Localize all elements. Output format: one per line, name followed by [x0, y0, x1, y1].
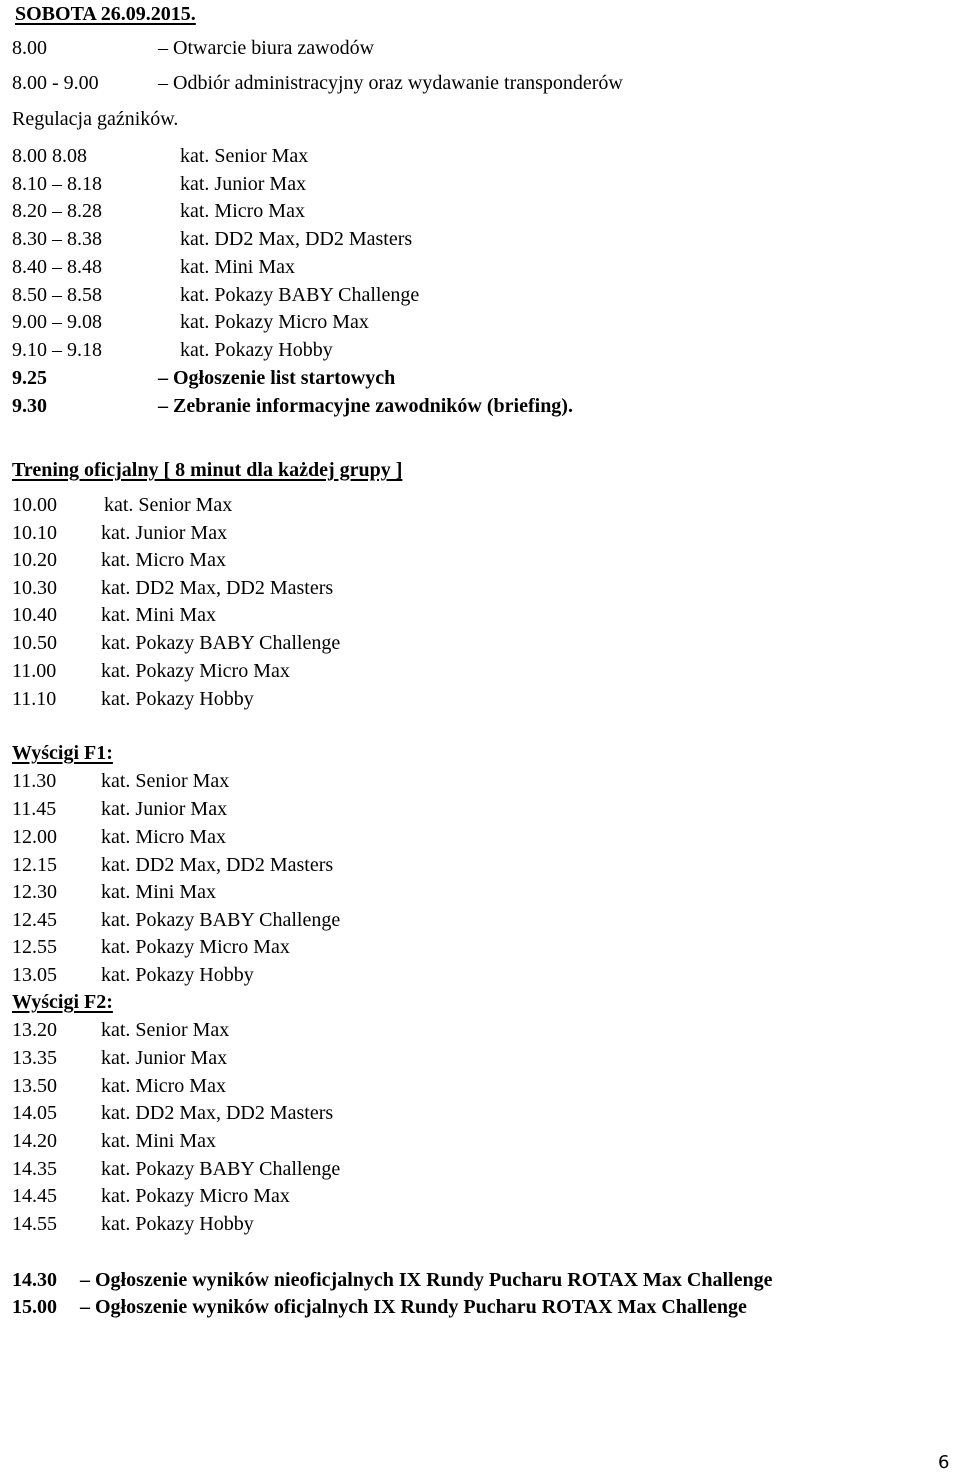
schedule-category: kat. Micro Max: [101, 826, 226, 848]
schedule-category: kat. DD2 Max, DD2 Masters: [101, 577, 334, 599]
schedule-time: 13.05: [12, 964, 57, 986]
schedule-category: kat. Pokazy Micro Max: [101, 936, 290, 958]
schedule-category: kat. Senior Max: [104, 494, 233, 516]
schedule-category: kat. Senior Max: [101, 770, 230, 792]
schedule-category: kat. Pokazy Hobby: [101, 964, 254, 986]
schedule-time: 14.05: [12, 1102, 57, 1124]
schedule-category: kat. Junior Max: [101, 798, 228, 820]
schedule-time: 10.30: [12, 577, 57, 599]
schedule-time: 11.45: [12, 798, 57, 820]
schedule-time: 14.20: [12, 1130, 57, 1152]
schedule-time: 8.00 8.08: [12, 145, 87, 167]
schedule-category: kat. Pokazy BABY Challenge: [101, 632, 341, 654]
page-number: 6: [938, 1452, 950, 1473]
schedule-category: kat. Senior Max: [101, 1019, 230, 1041]
announcement-text: – Ogłoszenie list startowych: [158, 367, 396, 389]
results-announcement: – Ogłoszenie wyników nieoficjalnych IX Rundy Pucharu ROTAX Max Challenge: [80, 1269, 773, 1291]
schedule-time: 10.40: [12, 604, 57, 626]
schedule-time: 14.55: [12, 1213, 57, 1235]
schedule-category: kat. Pokazy Hobby: [101, 688, 254, 710]
schedule-time: 9.10 – 9.18: [12, 339, 102, 361]
schedule-time: 14.30: [12, 1269, 57, 1291]
schedule-category: kat. Mini Max: [180, 256, 295, 278]
schedule-category: kat. DD2 Max, DD2 Masters: [180, 228, 413, 250]
schedule-time: 12.45: [12, 909, 57, 931]
intro-text: – Odbiór administracyjny oraz wydawanie transponderów: [158, 72, 623, 94]
schedule-category: kat. Mini Max: [101, 881, 216, 903]
schedule-time: 8.40 – 8.48: [12, 256, 102, 278]
intro-time: 8.00 - 9.00: [12, 72, 99, 94]
schedule-category: kat. Pokazy Micro Max: [101, 660, 290, 682]
schedule-time: 11.00: [12, 660, 57, 682]
schedule-category: kat. Pokazy BABY Challenge: [180, 284, 420, 306]
schedule-time: 13.20: [12, 1019, 57, 1041]
schedule-time: 8.20 – 8.28: [12, 200, 102, 222]
announcement-text: – Zebranie informacyjne zawodników (briefing).: [158, 395, 573, 417]
schedule-category: kat. Micro Max: [180, 200, 305, 222]
schedule-category: kat. Mini Max: [101, 604, 216, 626]
schedule-time: 8.10 – 8.18: [12, 173, 102, 195]
schedule-category: kat. Pokazy Hobby: [101, 1213, 254, 1235]
schedule-time: 8.50 – 8.58: [12, 284, 102, 306]
schedule-time: 15.00: [12, 1296, 57, 1318]
page-title: SOBOTA 26.09.2015.: [15, 3, 196, 25]
schedule-category: kat. Junior Max: [180, 173, 307, 195]
schedule-category: kat. Junior Max: [101, 522, 228, 544]
schedule-time: 9.25: [12, 367, 47, 389]
schedule-time: 11.30: [12, 770, 57, 792]
intro-time: 8.00: [12, 37, 47, 59]
schedule-category: kat. Junior Max: [101, 1047, 228, 1069]
schedule-time: 12.30: [12, 881, 57, 903]
schedule-category: kat. Micro Max: [101, 549, 226, 571]
schedule-category: kat. Pokazy Micro Max: [101, 1185, 290, 1207]
schedule-category: kat. Senior Max: [180, 145, 309, 167]
schedule-time: 10.20: [12, 549, 57, 571]
results-announcement: – Ogłoszenie wyników oficjalnych IX Rundy Pucharu ROTAX Max Challenge: [80, 1296, 747, 1318]
training-heading: Trening oficjalny [ 8 minut dla każdej grupy ]: [12, 459, 403, 481]
schedule-time: 10.50: [12, 632, 57, 654]
regulation-heading: Regulacja gaźników.: [12, 108, 179, 130]
schedule-time: 14.45: [12, 1185, 57, 1207]
schedule-time: 10.10: [12, 522, 57, 544]
schedule-time: 13.35: [12, 1047, 57, 1069]
schedule-time: 10.00: [12, 494, 57, 516]
f2-heading: Wyścigi F2:: [12, 991, 113, 1013]
schedule-time: 12.55: [12, 936, 57, 958]
schedule-category: kat. Pokazy BABY Challenge: [101, 1158, 341, 1180]
schedule-time: 8.30 – 8.38: [12, 228, 102, 250]
schedule-category: kat. DD2 Max, DD2 Masters: [101, 854, 334, 876]
schedule-category: kat. Mini Max: [101, 1130, 216, 1152]
schedule-time: 14.35: [12, 1158, 57, 1180]
schedule-time: 12.00: [12, 826, 57, 848]
schedule-category: kat. DD2 Max, DD2 Masters: [101, 1102, 334, 1124]
schedule-time: 12.15: [12, 854, 57, 876]
schedule-category: kat. Micro Max: [101, 1075, 226, 1097]
f1-heading: Wyścigi F1:: [12, 742, 113, 764]
schedule-time: 9.00 – 9.08: [12, 311, 102, 333]
intro-text: – Otwarcie biura zawodów: [158, 37, 375, 59]
schedule-time: 9.30: [12, 395, 47, 417]
schedule-time: 11.10: [12, 688, 57, 710]
schedule-category: kat. Pokazy Hobby: [180, 339, 333, 361]
schedule-time: 13.50: [12, 1075, 57, 1097]
schedule-category: kat. Pokazy BABY Challenge: [101, 909, 341, 931]
schedule-category: kat. Pokazy Micro Max: [180, 311, 369, 333]
